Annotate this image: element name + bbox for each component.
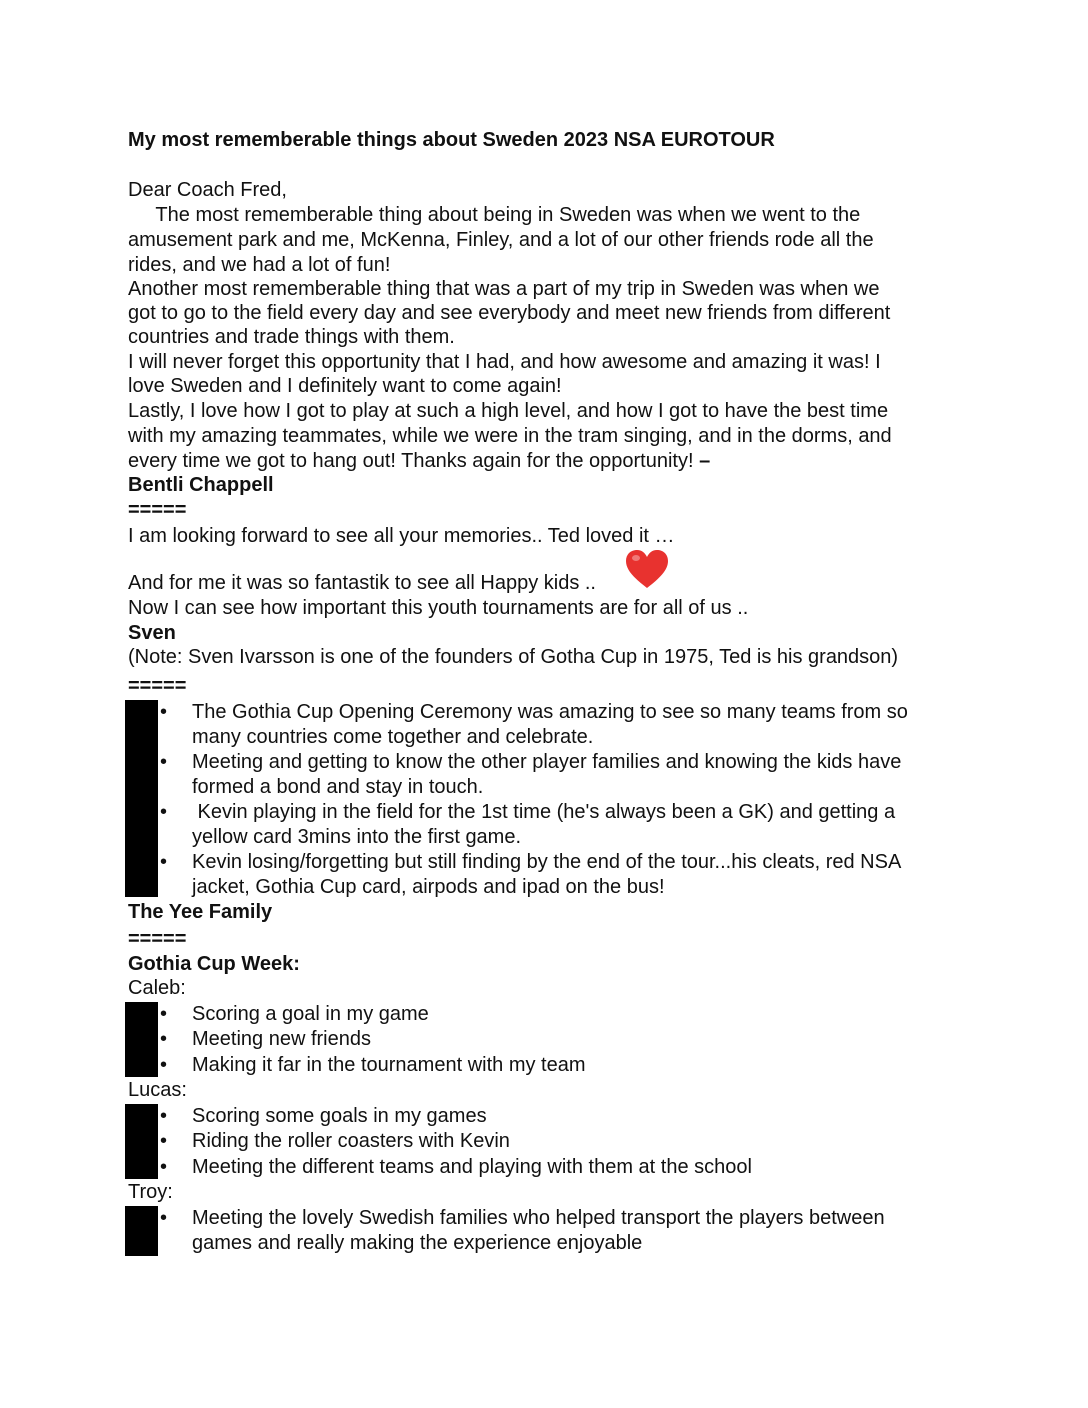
redaction-bar	[125, 1002, 158, 1077]
letter1-last-line	[128, 449, 710, 474]
bullet: •	[160, 1105, 168, 1127]
list-item: Riding the roller coasters with Kevin	[192, 1130, 510, 1152]
list-item	[192, 700, 972, 750]
letter1-line: countries and trade things with them.	[128, 326, 455, 348]
signature-sven: Sven	[128, 622, 176, 644]
heart-icon	[624, 548, 670, 590]
list-item-line: Kevin losing/forgetting but still finding by the end of the tour...his cleats, red NSA	[192, 851, 902, 873]
list-item-line: many countries come together and celebrate.	[192, 726, 594, 748]
letter1-line: with my amazing teammates, while we were in the tram singing, and in the dorms, and	[128, 425, 892, 447]
bullet: •	[160, 1003, 168, 1025]
letter2-line: And for me it was so fantastik to see all Happy kids ..	[128, 572, 596, 594]
redaction-bar	[125, 1206, 158, 1256]
bullet: •	[160, 1028, 168, 1050]
bullet: •	[160, 1207, 168, 1229]
dash: –	[699, 450, 711, 472]
letter1-last-text: every time we got to hang out! Thanks again for the opportunity!	[128, 450, 700, 472]
list-item-line: Kevin playing in the field for the 1st time (he's always been a GK) and getting a	[192, 801, 896, 823]
letter1-line: got to go to the field every day and see everybody and meet new friends from different	[128, 302, 891, 324]
section-heading: Gothia Cup Week:	[128, 953, 300, 975]
list-item-line: The Gothia Cup Opening Ceremony was amazing to see so many teams from so	[192, 701, 908, 723]
letter1-line: The most rememberable thing about being in Sweden was when we went to the	[128, 204, 861, 226]
redaction-bar	[125, 700, 158, 897]
bullet: •	[160, 1156, 168, 1178]
letter1-line: Lastly, I love how I got to play at such a high level, and how I got to have the best time	[128, 400, 889, 422]
list-item: Scoring a goal in my game	[192, 1003, 429, 1025]
letter1-line: Another most rememberable thing that was a part of my trip in Sweden was when we	[128, 278, 880, 300]
list-item: Making it far in the tournament with my team	[192, 1054, 586, 1076]
letter2-line: I am looking forward to see all your memories.. Ted loved it …	[128, 525, 675, 547]
bullet: •	[160, 701, 168, 723]
letter2-line: Now I can see how important this youth tournaments are for all of us ..	[128, 597, 749, 619]
list-item-line: yellow card 3mins into the first game.	[192, 826, 522, 848]
list-item-line: formed a bond and stay in touch.	[192, 776, 484, 798]
bullet: •	[160, 851, 168, 873]
greeting: Dear Coach Fred,	[128, 179, 287, 201]
separator: =====	[128, 499, 187, 521]
list-item: Scoring some goals in my games	[192, 1105, 487, 1127]
person-name-caleb: Caleb:	[128, 977, 186, 999]
person-name-lucas: Lucas:	[128, 1079, 187, 1101]
document-title: My most rememberable things about Sweden 2023 NSA EUROTOUR	[128, 129, 775, 151]
person-name-troy: Troy:	[128, 1181, 173, 1203]
signature-bentli: Bentli Chappell	[128, 474, 274, 496]
list-item: Meeting the different teams and playing with them at the school	[192, 1156, 752, 1178]
list-item-line: Meeting the lovely Swedish families who helped transport the players between	[192, 1207, 885, 1229]
note: (Note: Sven Ivarsson is one of the founders of Gotha Cup in 1975, Ted is his grandson)	[128, 646, 899, 668]
list-item: Meeting new friends	[192, 1028, 371, 1050]
list-item-line: jacket, Gothia Cup card, airpods and ipad on the bus!	[192, 876, 665, 898]
redaction-bar	[125, 1104, 158, 1179]
letter1-line: I will never forget this opportunity that I had, and how awesome and amazing it was! I	[128, 351, 881, 373]
list-item	[192, 1206, 972, 1256]
signature-yee-family: The Yee Family	[128, 901, 273, 923]
bullet: •	[160, 1054, 168, 1076]
list-item	[192, 750, 972, 800]
separator: =====	[128, 675, 187, 697]
letter1-line: amusement park and me, McKenna, Finley, and a lot of our other friends rode all the	[128, 229, 874, 251]
separator: =====	[128, 928, 187, 950]
bullet: •	[160, 1130, 168, 1152]
letter1-line: rides, and we had a lot of fun!	[128, 254, 391, 276]
list-item	[192, 850, 972, 900]
letter1-line: love Sweden and I definitely want to come again!	[128, 375, 562, 397]
bullet: •	[160, 751, 168, 773]
list-item-line: Meeting and getting to know the other player families and knowing the kids have	[192, 751, 902, 773]
bullet: •	[160, 801, 168, 823]
list-item	[192, 800, 972, 850]
list-item-line: games and really making the experience enjoyable	[192, 1232, 643, 1254]
